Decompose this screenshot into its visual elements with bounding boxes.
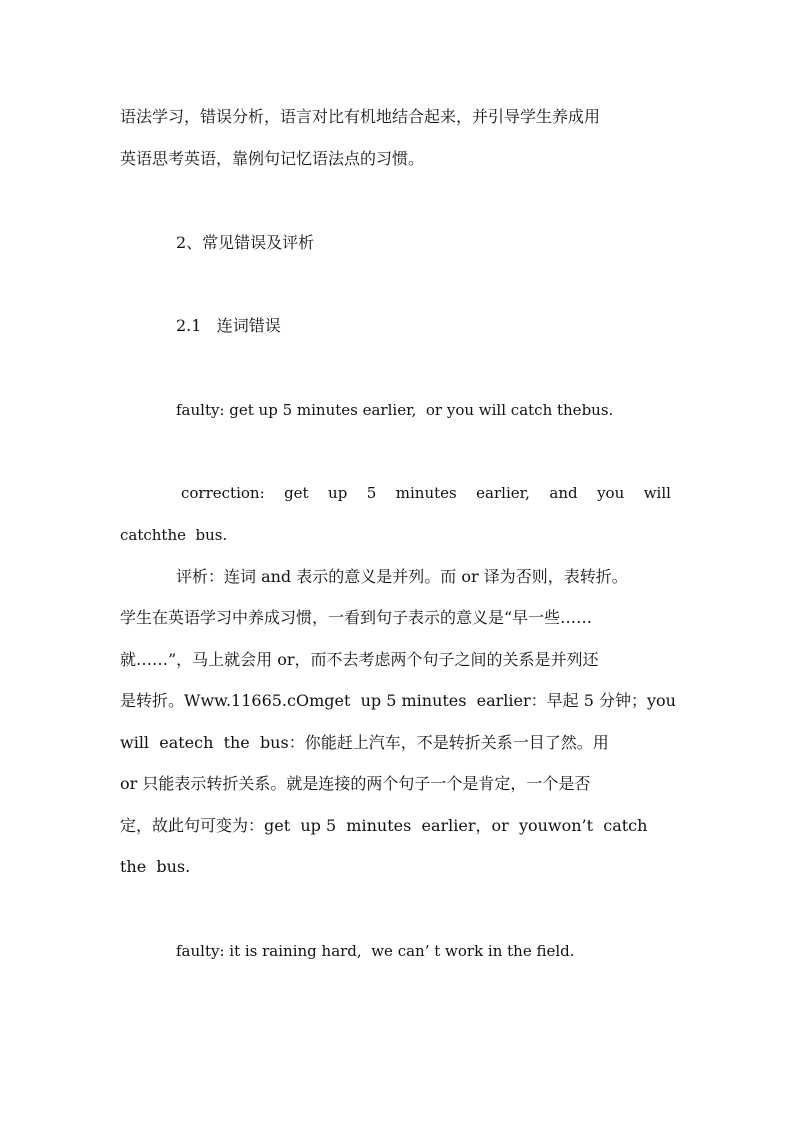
correction-line: catchthe bus. — [120, 526, 228, 544]
correction-word: up — [328, 484, 348, 502]
comment-line: 就……”，马上就会用 or，而不去考虑两个句子之间的关系是并列还 — [120, 650, 599, 669]
faulty-example: faulty: get up 5 minutes earlier, or you will catch thebus. — [176, 401, 614, 419]
correction-word: will — [643, 484, 671, 502]
correction-word: get — [284, 484, 309, 502]
comment-line: the bus. — [120, 857, 191, 876]
faulty-example: faulty: it is raining hard, we can’ t work in the field. — [176, 942, 575, 960]
comment-line: 定，故此句可变为：get up 5 minutes earlier，or youwon’t catch — [120, 816, 648, 835]
correction-word: earlier, — [476, 484, 530, 502]
paragraph-line: 语法学习，错误分析，语言对比有机地结合起来，并引导学生养成用 — [120, 107, 601, 126]
paragraph-line: 英语思考英语，靠例句记忆语法点的习惯。 — [120, 149, 425, 168]
correction-word: you — [597, 484, 625, 502]
correction-word: and — [549, 484, 578, 502]
subsection-heading: 2.1 连词错误 — [176, 316, 281, 335]
comment-line: 是转折。Www.11665.cOmget up 5 minutes earlier：早起 5 分钟；you — [120, 691, 676, 710]
comment-line: 学生在英语学习中养成习惯，一看到句子表示的意义是“早一些…… — [120, 608, 593, 627]
comment-line: 评析：连词 and 表示的意义是并列。而 or 译为否则，表转折。 — [176, 567, 628, 586]
correction-word: correction: — [181, 484, 265, 502]
correction-word: 5 — [366, 484, 377, 502]
comment-line: or 只能表示转折关系。就是连接的两个句子一个是肯定，一个是否 — [120, 774, 591, 793]
section-heading: 2、常见错误及评析 — [176, 233, 315, 252]
correction-line — [181, 483, 671, 503]
comment-line: will eatech the bus：你能赶上汽车，不是转折关系一目了然。用 — [120, 733, 609, 752]
correction-word: minutes — [395, 484, 457, 502]
